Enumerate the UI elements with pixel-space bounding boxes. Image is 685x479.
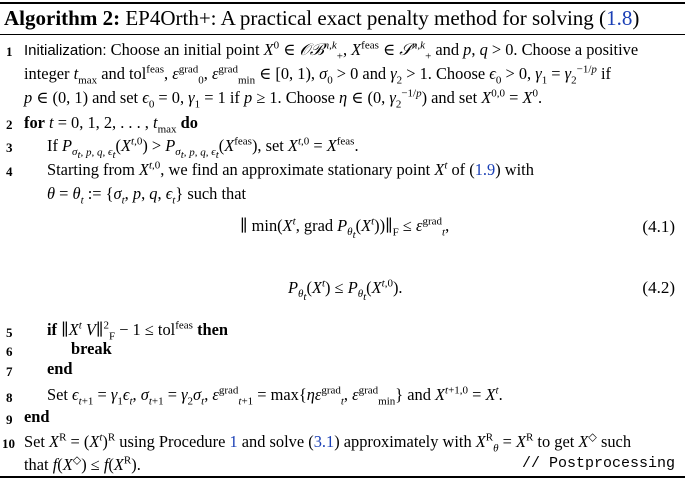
line-10-text-b: that $f(X^◇) \le f(X^R)$.	[24, 454, 141, 474]
line-number: 9	[6, 412, 13, 427]
line-number: 10	[2, 436, 15, 451]
caption-title: EP4Orth+: A practical exact penalty method for solving (	[125, 6, 607, 30]
line-6-text	[71, 339, 112, 359]
break-keyword: break	[71, 339, 112, 358]
postprocessing-comment: // Postprocessing	[521, 455, 675, 472]
line-number: 4	[6, 164, 13, 179]
line-9-text	[24, 407, 50, 427]
end-keyword: end	[47, 359, 73, 378]
equation-number-4-2: (4.2)	[642, 278, 675, 297]
line-number: 8	[6, 390, 13, 405]
equation-4-1: ∥ $\min(X^t$, grad $P_{\theta_t}(X^t))\parallel_F \le \varepsilon^{grad}_t$,	[240, 215, 450, 242]
line-1-text-c: p ∈ (0, 1) and set $\epsilon_0 = 0$, $\gamma_1 = 1$ if p ≥ 1. Choose η ∈ (0, $\gamma_2^{-1/p}$) and set $X^{0,0} = X^0$.	[24, 87, 543, 111]
if-keyword: if	[47, 320, 58, 339]
line-10-text-a: Set $X^R = (X^t)^R$ using Procedure 1 and solve (3.1) approximately with $X^R_\theta = X^R$ to get X◇ such	[24, 431, 632, 455]
line-8-text: Set $\epsilon_{t+1} = \gamma_1\epsilon_t$, $\sigma_{t+1} = \gamma_2\sigma_t$, $\varepsilon^{grad}_{t+1} = \max\{\eta\varepsilon^{grad}_t$, $\varepsilon^{grad}_{min}$} and $X^{t+1,0} = X^t$.	[47, 384, 503, 408]
line-number: 2	[6, 117, 13, 132]
line-1-text-b: integer $t_{max}$ and tol$^{feas}$, $\varepsilon^{grad}_0$, $\varepsilon^{grad}_{min}$ ∈ [0, 1), $\sigma_0 > 0$ and $\gamma_2 > 1$. Choose $\epsilon_0 > 0$, $\gamma_1 = \gamma_2^{-1/p}$ if	[24, 63, 612, 87]
caption-ref-link[interactable]: 1.8	[606, 6, 633, 30]
caption-rule	[0, 34, 685, 35]
ref-eq-1-9-link[interactable]: 1.9	[474, 160, 496, 179]
line-3-text: If $P_{\sigma_t, p, q, \epsilon_t}(X^{t,0}) > P_{\sigma_t, p, q, \epsilon_t}(X^{feas})$, set $X^{t,0} = X^{feas}$.	[47, 135, 359, 162]
end-for-keyword: end	[24, 407, 50, 426]
bottom-rule	[0, 476, 685, 478]
line-2-text: for t = 0, 1, 2, . . . , $t_{max}$ do	[24, 113, 198, 136]
ref-eq-3-1-link[interactable]: 3.1	[313, 432, 335, 451]
do-keyword: do	[180, 113, 198, 132]
line-number: 3	[6, 140, 13, 155]
initialization-keyword: Initialization:	[24, 42, 107, 59]
line-4-text-b: $\theta = \theta_t$ := {$\sigma_t$, p, q, $\epsilon_t$} such that	[47, 184, 247, 207]
line-number: 1	[6, 44, 13, 59]
caption-label: Algorithm 2:	[4, 6, 121, 30]
caption-close: )	[632, 6, 640, 30]
algorithm-caption	[4, 4, 639, 32]
line-number: 5	[6, 325, 13, 340]
ref-procedure-1-link[interactable]: 1	[229, 432, 238, 451]
then-keyword: then	[197, 320, 229, 339]
line-number: 6	[6, 344, 13, 359]
equation-4-2: $P_{\theta_t}(X^t) \le P_{\theta_t}(X^{t,0})$.	[288, 277, 403, 304]
equation-number-4-1: (4.1)	[642, 217, 675, 236]
line-7-text	[47, 359, 73, 379]
for-keyword: for	[24, 113, 45, 132]
line-4-text-a: Starting from X$^{t,0}$, we find an approximate stationary point $X^t$ of (1.9) with	[47, 159, 534, 179]
line-1-text-a: Initialization: Choose an initial point $X^0$ ∈ 𝒪ℬ$^{n,k}_+$, $X^{feas}$ ∈ 𝒮$^{n,k}_+$ and p, q > 0. Choose a positive	[24, 39, 639, 63]
line-number: 7	[6, 364, 13, 379]
line-5-text: if $\parallel X^t$ V∥$^2_F$ − 1 ≤ tol$^{feas}$ then	[47, 319, 229, 343]
